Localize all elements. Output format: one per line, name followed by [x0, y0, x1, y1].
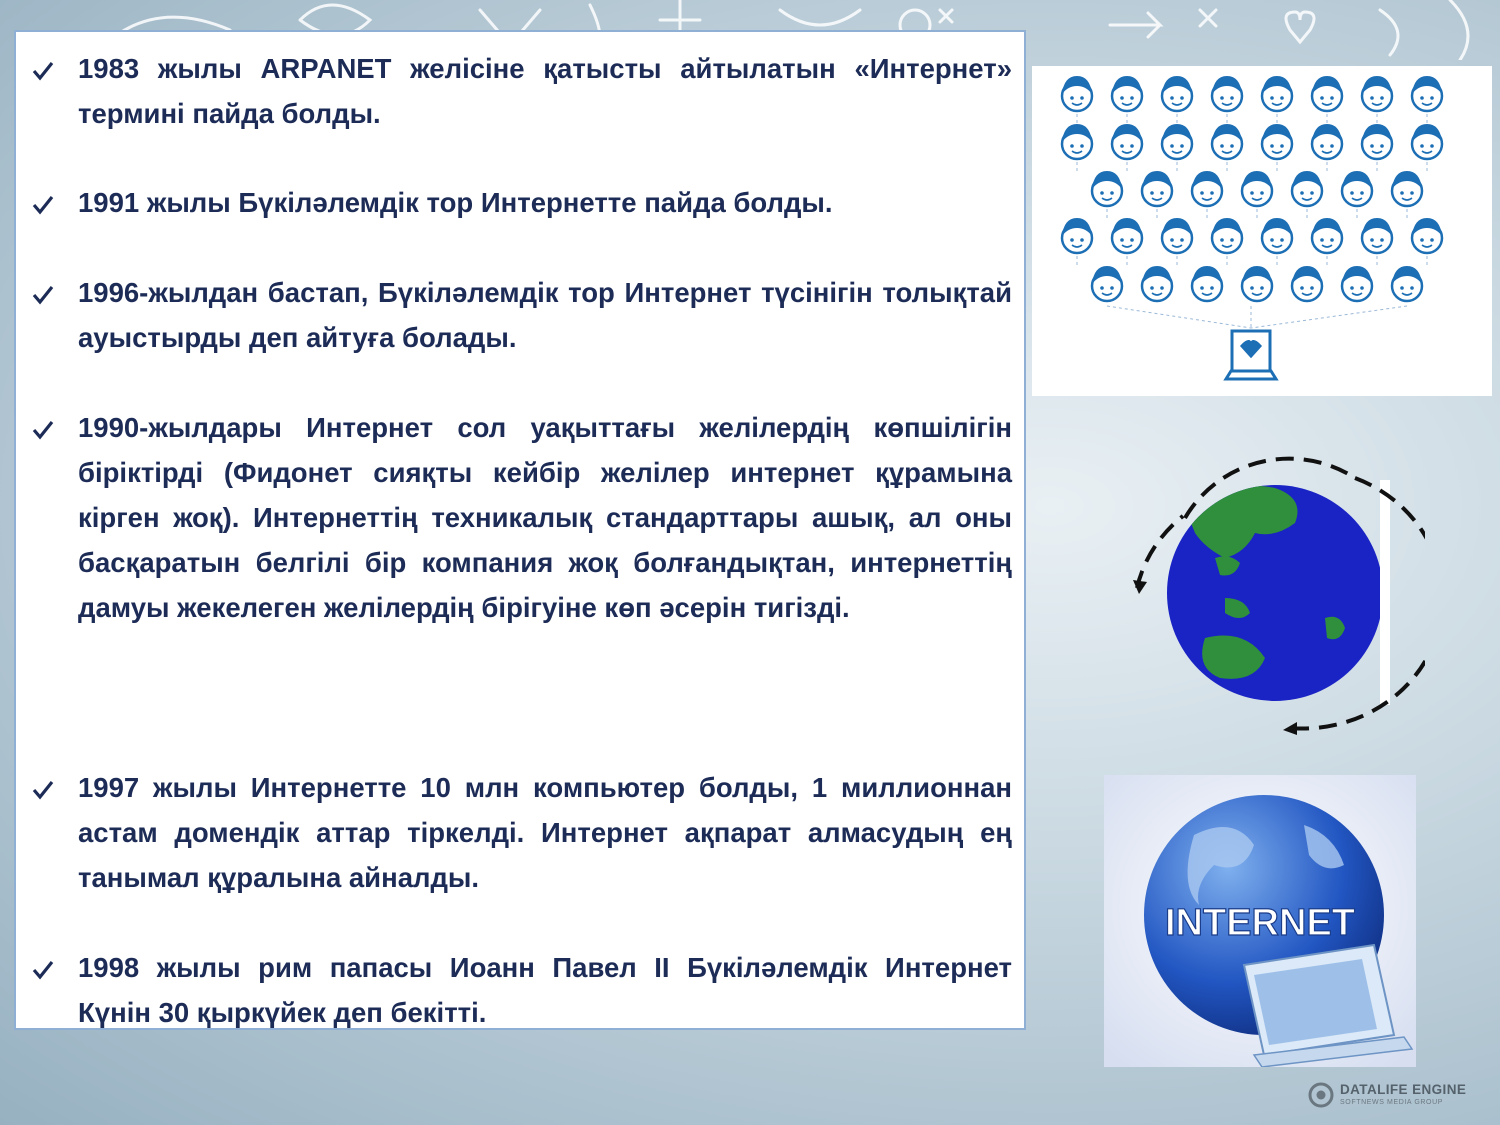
- face-icon: [1092, 171, 1122, 206]
- face-icon: [1262, 76, 1292, 111]
- list-item-text: 1991 жылы Бүкіләлемдік тор Интернетте пайда болды.: [78, 187, 833, 218]
- face-icon: [1212, 124, 1242, 159]
- checkmark-icon: [32, 779, 54, 801]
- face-icon: [1112, 76, 1142, 111]
- face-icon: [1192, 266, 1222, 301]
- internet-label: INTERNET: [1165, 902, 1355, 944]
- face-icon: [1112, 124, 1142, 159]
- face-icon: [1112, 218, 1142, 253]
- list-item-text: 1998 жылы рим папасы Иоанн Павел ІІ Бүкіләлемдік Интернет Күнін 30 қыркүйек деп бекітті.: [78, 952, 1012, 1028]
- list-item-text: 1990-жылдары Интернет сол уақыттағы желілердің көпшілігін біріктірді (Фидонет сияқты кейбір желілер интернет құрамына кірген жоқ). Интернеттің техникалық стандарттары ашық, ал оны басқаратын белгілі бір компания жоқ болғандықтан, интернеттің дамуы жекелеген желілердің бірігуіне көп әсерін тигізді.: [78, 412, 1012, 623]
- face-icon: [1262, 218, 1292, 253]
- face-icon: [1142, 266, 1172, 301]
- footer-brand: DATALIFE ENGINE: [1340, 1082, 1467, 1097]
- face-icon: [1142, 171, 1172, 206]
- face-icon: [1212, 76, 1242, 111]
- face-icon: [1312, 124, 1342, 159]
- face-icon: [1342, 266, 1372, 301]
- face-icon: [1392, 171, 1422, 206]
- face-icon: [1092, 266, 1122, 301]
- list-item: [16, 765, 1026, 900]
- face-icon: [1062, 124, 1092, 159]
- face-icon: [1162, 76, 1192, 111]
- list-item: [16, 945, 1026, 1035]
- face-icon: [1062, 218, 1092, 253]
- list-item-text: 1996-жылдан бастап, Бүкіләлемдік тор Интернет түсінігін толықтай ауыстырды деп айтуға болады.: [78, 277, 1012, 353]
- face-icon: [1412, 218, 1442, 253]
- checkmark-icon: [32, 284, 54, 306]
- face-icon: [1262, 124, 1292, 159]
- face-icon: [1362, 124, 1392, 159]
- face-icon: [1342, 171, 1372, 206]
- face-icon: [1192, 171, 1222, 206]
- content-box: [14, 30, 1026, 1030]
- face-icon: [1212, 218, 1242, 253]
- face-icon: [1362, 218, 1392, 253]
- face-icon: [1162, 124, 1192, 159]
- checkmark-icon: [32, 194, 54, 216]
- face-icon: [1412, 76, 1442, 111]
- people-network-image: [1032, 66, 1492, 396]
- internet-laptop-image: [1104, 775, 1416, 1067]
- face-icon: [1312, 76, 1342, 111]
- rotating-globe-image: [1125, 448, 1425, 738]
- logo-icon: [1308, 1082, 1334, 1108]
- list-item: [16, 180, 1026, 225]
- face-icon: [1162, 218, 1192, 253]
- face-icon: [1242, 171, 1272, 206]
- checkmark-icon: [32, 959, 54, 981]
- face-icon: [1412, 124, 1442, 159]
- face-icon: [1292, 266, 1322, 301]
- face-icon: [1062, 76, 1092, 111]
- checkmark-icon: [32, 60, 54, 82]
- face-icon: [1312, 218, 1342, 253]
- datalife-engine-logo: [1308, 1080, 1483, 1112]
- footer-sub: SOFTNEWS MEDIA GROUP: [1340, 1099, 1444, 1106]
- face-icon: [1292, 171, 1322, 206]
- list-item: [16, 270, 1026, 360]
- list-item-text: 1983 жылы ARPANET желісіне қатысты айтылатын «Интернет» термині пайда болды.: [78, 53, 1012, 129]
- face-icon: [1362, 76, 1392, 111]
- list-item: [16, 46, 1026, 136]
- list-item: [16, 405, 1026, 630]
- face-icon: [1242, 266, 1272, 301]
- face-icon: [1392, 266, 1422, 301]
- list-item-text: 1997 жылы Интернетте 10 млн компьютер болды, 1 миллионнан астам домендік аттар тіркелді. Интернет ақпарат алмасудың ең танымал құралына айналды.: [78, 772, 1012, 893]
- checkmark-icon: [32, 419, 54, 441]
